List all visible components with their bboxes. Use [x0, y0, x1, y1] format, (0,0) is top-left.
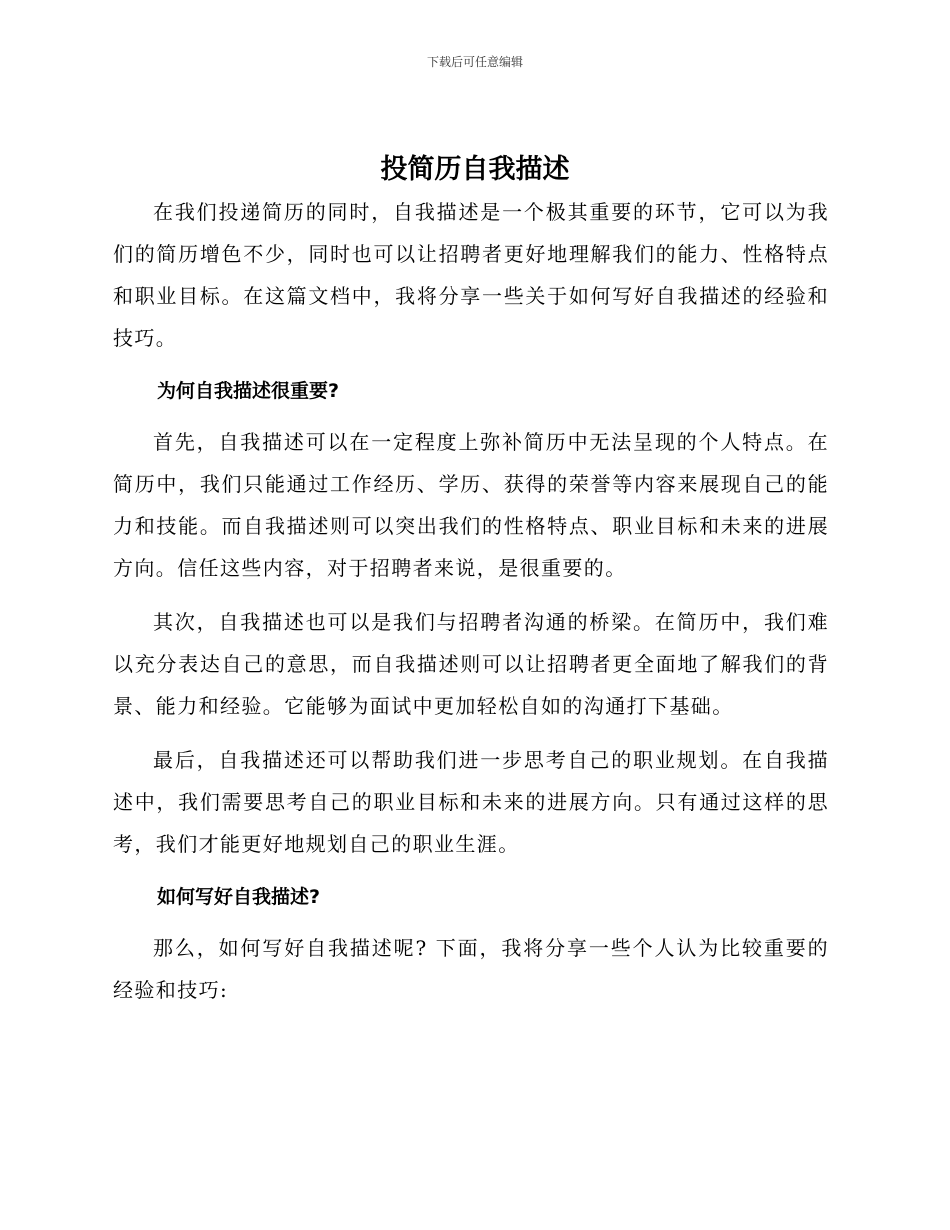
paragraph-importance-1: 首先，自我描述可以在一定程度上弥补简历中无法呈现的个人特点。在简历中，我们只能通过工作经历、学历、获得的荣誉等内容来展现自己的能力和技能。而自我描述则可以突出我们的性格特点、职业目标和未来的进展方向。信任这些内容，对于招聘者来说，是很重要的。	[113, 430, 829, 580]
document-body	[113, 191, 829, 1023]
section-heading-importance: 为何自我描述很重要?	[157, 380, 340, 402]
paragraph-importance-3: 最后，自我描述还可以帮助我们进一步思考自己的职业规划。在自我描述中，我们需要思考自己的职业目标和未来的进展方向。只有通过这样的思考，我们才能更好地规划自己的职业生涯。	[113, 748, 829, 856]
paragraph-importance-2: 其次，自我描述也可以是我们与招聘者沟通的桥梁。在简历中，我们难以充分表达自己的意思，而自我描述则可以让招聘者更全面地了解我们的背景、能力和经验。它能够为面试中更加轻松自如的沟通打下基础。	[113, 610, 829, 718]
document-title: 投简历自我描述	[380, 154, 570, 185]
section-heading-how-to: 如何写好自我描述?	[157, 886, 321, 908]
page-header: 下载后可任意编辑	[426, 55, 523, 69]
paragraph-how-to-1: 那么，如何写好自我描述呢? 下面，我将分享一些个人认为比较重要的经验和技巧:	[113, 936, 829, 1002]
intro-paragraph: 在我们投递简历的同时，自我描述是一个极其重要的环节，它可以为我们的简历增色不少，同时也可以让招聘者更好地理解我们的能力、性格特点和职业目标。在这篇文档中，我将分享一些关于如何写好自我描述的经验和技巧。	[113, 200, 829, 350]
